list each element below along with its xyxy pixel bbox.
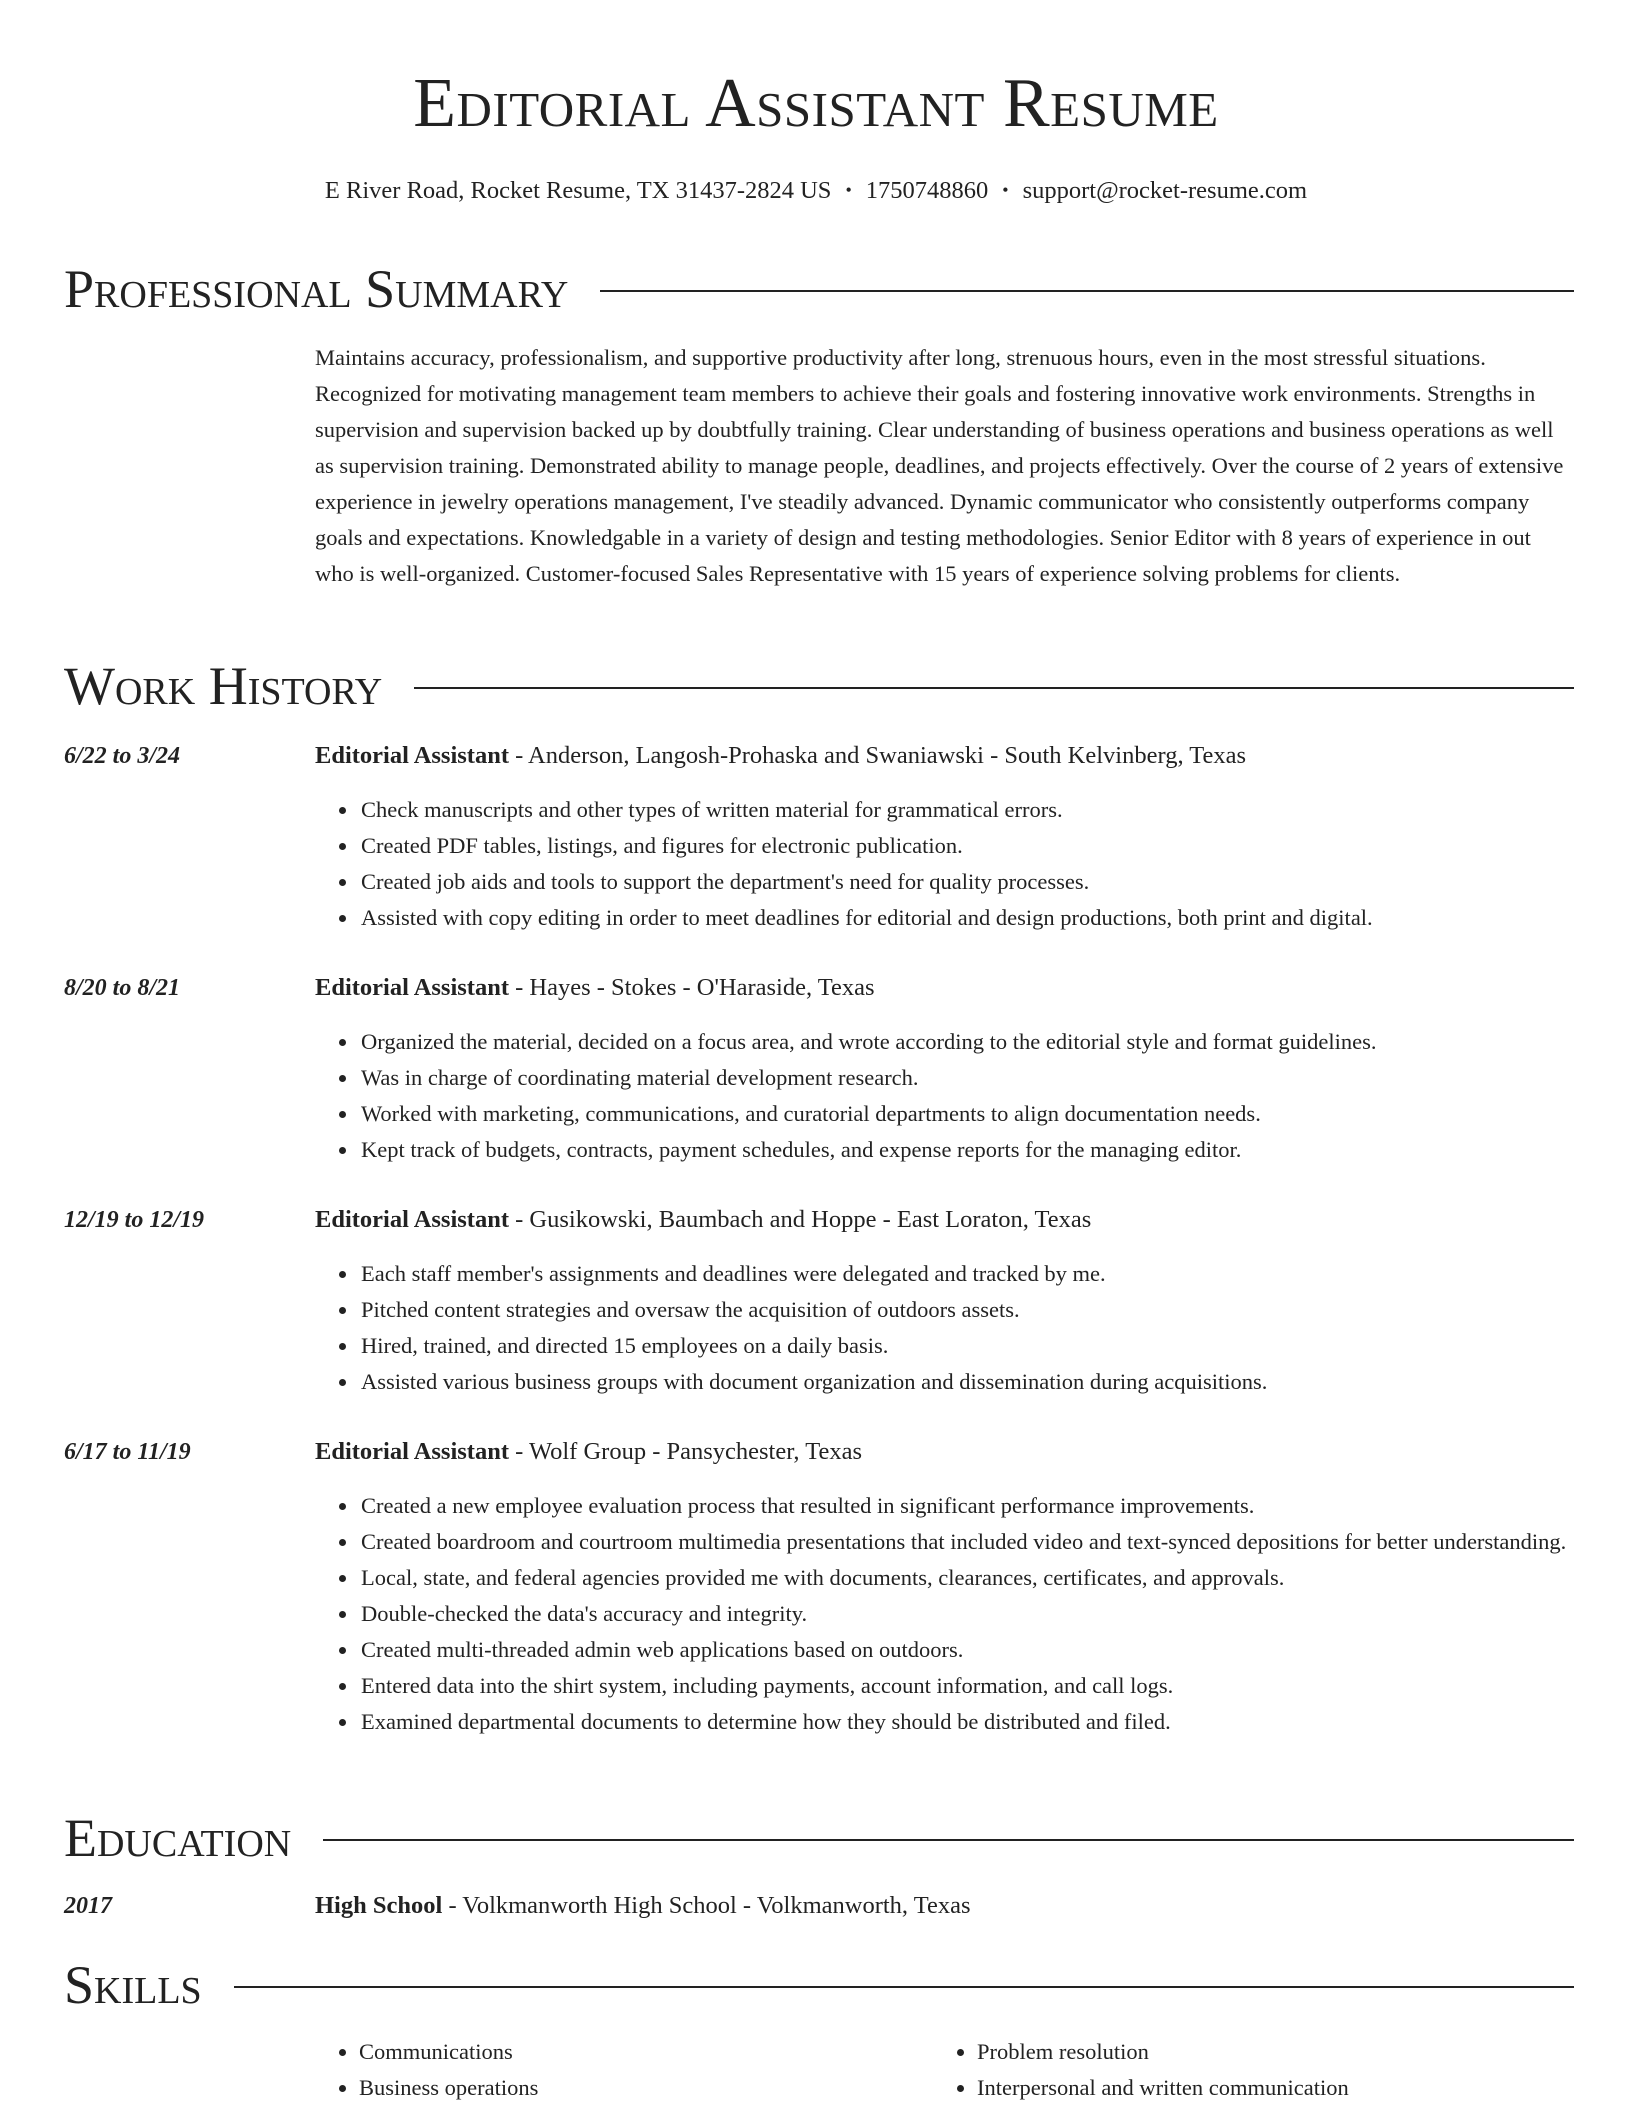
- skill-item: • Interpersonal and written communication: [977, 2070, 1617, 2106]
- list-item: • Pitched content strategies and oversaw the acquisition of outdoors assets.: [359, 1292, 1619, 1328]
- job-dates: 6/22 to 3/24: [64, 743, 181, 769]
- list-item: • Each staff member's assignments and deadlines were delegated and tracked by me.: [359, 1256, 1619, 1292]
- list-item: • Created PDF tables, listings, and figures for electronic publication.: [359, 828, 1619, 864]
- section-education: [64, 1805, 1574, 1871]
- job-title: Editorial Assistant: [315, 742, 509, 769]
- section-skills: [64, 1952, 1574, 2018]
- list-item: • Entered data into the shirt system, including payments, account information, and call logs.: [359, 1668, 1619, 1704]
- list-item: • Created boardroom and courtroom multimedia presentations that included video and text-synced depositions for better understanding.: [359, 1524, 1619, 1560]
- job-bullets: [315, 1256, 1619, 1400]
- contact-separator: •: [1002, 180, 1009, 200]
- job-dates: 12/19 to 12/19: [64, 1207, 205, 1233]
- contact-separator: •: [845, 180, 852, 200]
- list-item: • Organized the material, decided on a focus area, and wrote according to the editorial style and format guidelines.: [359, 1024, 1619, 1060]
- list-item: • Check manuscripts and other types of written material for grammatical errors.: [359, 792, 1619, 828]
- section-divider: [234, 1986, 1574, 1988]
- section-professional-summary: [64, 256, 1574, 322]
- education-degree: High School: [315, 1892, 443, 1919]
- job-bullets: [315, 1488, 1619, 1740]
- section-divider: [323, 1839, 1574, 1841]
- job-title-line: [315, 1204, 1575, 1236]
- job-title-line: [315, 972, 1575, 1004]
- job-title-line: [315, 1436, 1575, 1468]
- job-title-line: [315, 740, 1575, 772]
- list-item: • Examined departmental documents to determine how they should be distributed and filed.: [359, 1704, 1619, 1740]
- skill-item: • Problem resolution: [977, 2034, 1617, 2070]
- section-title: Work History: [64, 656, 383, 716]
- job-bullets: [315, 1024, 1619, 1168]
- list-item: • Created job aids and tools to support the department's need for quality processes.: [359, 864, 1619, 900]
- contact-address: E River Road, Rocket Resume, TX 31437-2824 US: [324, 177, 832, 204]
- list-item: • Assisted various business groups with document organization and dissemination during acquisitions.: [359, 1364, 1619, 1400]
- section-work-history: [64, 653, 1574, 719]
- skills-list-left: [315, 2034, 929, 2106]
- job-bullets: [315, 792, 1619, 936]
- section-title: Professional Summary: [64, 259, 569, 319]
- list-item: • Local, state, and federal agencies provided me with documents, clearances, certificates, and approvals.: [359, 1560, 1619, 1596]
- education-details: - Volkmanworth High School - Volkmanworth, Texas: [442, 1892, 971, 1919]
- section-divider: [414, 687, 1574, 689]
- list-item: • Double-checked the data's accuracy and integrity.: [359, 1596, 1619, 1632]
- section-divider: [600, 290, 1574, 292]
- skill-item: • Business operations: [359, 2070, 929, 2106]
- job-dates: 8/20 to 8/21: [64, 975, 181, 1001]
- list-item: • Kept track of budgets, contracts, payment schedules, and expense reports for the managing editor.: [359, 1132, 1619, 1168]
- job-title: Editorial Assistant: [315, 1206, 509, 1233]
- list-item: • Worked with marketing, communications, and curatorial departments to align documentation needs.: [359, 1096, 1619, 1132]
- section-title: Education: [64, 1808, 292, 1868]
- resume-title: Editorial Assistant Resume: [413, 65, 1219, 142]
- contact-phone: 1750748860: [865, 177, 989, 204]
- job-details: - Gusikowski, Baumbach and Hoppe - East Loraton, Texas: [509, 1206, 1092, 1233]
- job-details: - Anderson, Langosh-Prohaska and Swaniawski - South Kelvinberg, Texas: [509, 742, 1247, 769]
- skill-item: • Communications: [359, 2034, 929, 2070]
- list-item: • Created multi-threaded admin web applications based on outdoors.: [359, 1632, 1619, 1668]
- contact-line: [0, 176, 1632, 207]
- job-title: Editorial Assistant: [315, 974, 509, 1001]
- list-item: • Assisted with copy editing in order to meet deadlines for editorial and design productions, both print and digital.: [359, 900, 1619, 936]
- list-item: • Hired, trained, and directed 15 employees on a daily basis.: [359, 1328, 1619, 1364]
- job-details: - Wolf Group - Pansychester, Texas: [509, 1438, 863, 1465]
- skills-list-right: [933, 2034, 1617, 2106]
- section-title: Skills: [64, 1955, 202, 2015]
- education-year: 2017: [64, 1893, 112, 1919]
- job-dates: 6/17 to 11/19: [64, 1439, 191, 1465]
- list-item: • Was in charge of coordinating material development research.: [359, 1060, 1619, 1096]
- contact-email: support@rocket-resume.com: [1022, 177, 1308, 204]
- education-line: [315, 1890, 1575, 1922]
- summary-paragraph: Maintains accuracy, professionalism, and supportive productivity after long, strenuous hours, even in the most stressful situations. Recognized for motivating management team members to achieve their goals and fostering innovative work environments. Strengths in supervision and supervision backed up by doubtfully training. Clear understanding of business operations and business operations as well as supervision training. Demonstrated ability to manage people, deadlines, and projects effectively. Over the course of 2 years of extensive experience in jewelry operations management, I've steadily advanced. Dynamic communicator who consistently outperforms company goals and expectations. Knowledgable in a variety of design and testing methodologies. Senior Editor with 8 years of experience in out who is well-organized. Customer-focused Sales Representative with 15 years of experience solving problems for clients.: [315, 345, 1564, 586]
- list-item: • Created a new employee evaluation process that resulted in significant performance improvements.: [359, 1488, 1619, 1524]
- job-title: Editorial Assistant: [315, 1438, 509, 1465]
- job-details: - Hayes - Stokes - O'Haraside, Texas: [509, 974, 875, 1001]
